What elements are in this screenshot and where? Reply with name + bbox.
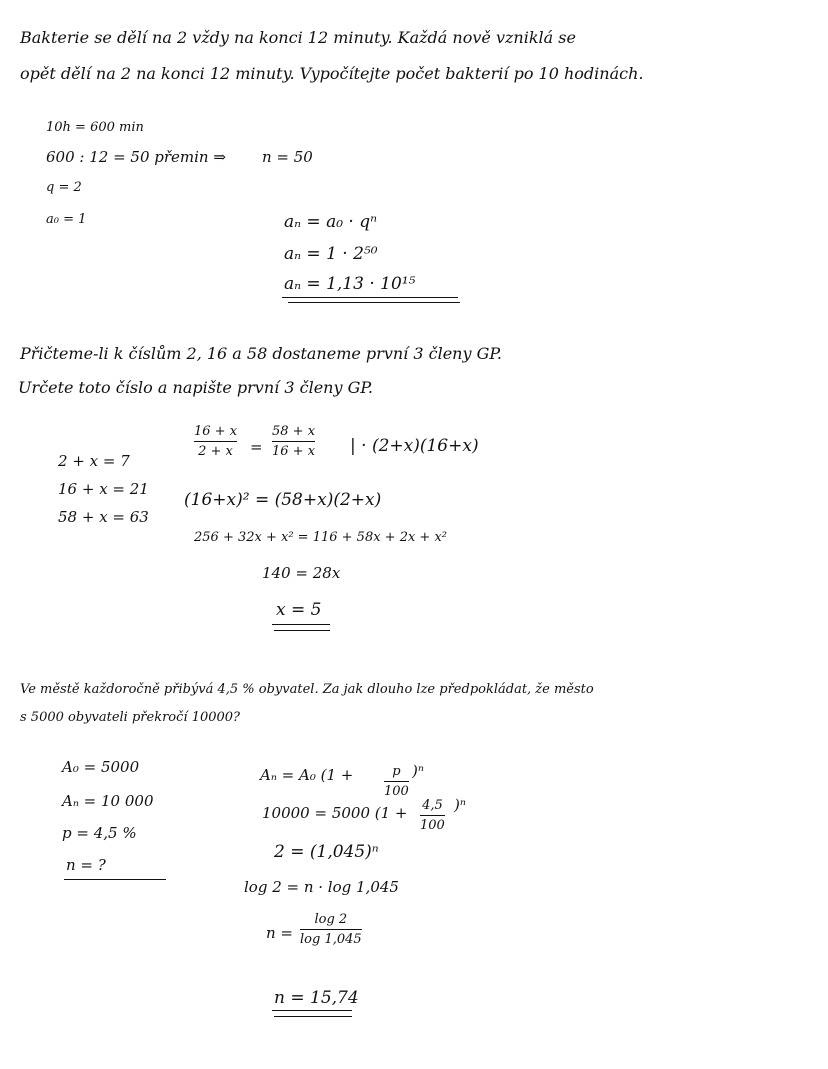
p3-formula5-fraction xyxy=(300,912,362,947)
p3-given-a0: A₀ = 5000 xyxy=(62,758,140,776)
p1-work-division: 600 : 12 = 50 přemin ⇒ xyxy=(46,148,226,166)
p3-result-underline-2 xyxy=(274,1016,352,1017)
p1-result-underline-2 xyxy=(288,302,460,303)
problem2-text-line2: Určete toto číslo a napište první 3 členy GP. xyxy=(18,378,373,397)
problem1-text-line2: opět dělí na 2 na konci 12 minuty. Vypočítejte počet bakterií po 10 hodinách. xyxy=(20,64,644,83)
p3-formula1-den: 100 xyxy=(384,784,409,799)
p1-formula-result: aₙ = 1,13 · 10¹⁵ xyxy=(284,274,416,294)
p2-fraction-left-num: 16 + x xyxy=(194,424,238,439)
p2-fraction-right xyxy=(272,424,315,459)
p3-formula5-left: n = xyxy=(266,924,293,942)
problem3-text-line1: Ve městě každoročně přibývá 4,5 % obyvatel. Za jak dlouho lze předpokládat, že město xyxy=(20,682,594,697)
p1-work-n: n = 50 xyxy=(262,148,313,166)
p2-fraction-left-den: 2 + x xyxy=(198,444,233,459)
p1-formula-general: aₙ = a₀ · qⁿ xyxy=(284,212,378,232)
p1-formula-substituted: aₙ = 1 · 2⁵⁰ xyxy=(284,244,378,264)
problem2-text-line1: Přičteme-li k číslům 2, 16 a 58 dostaneme první 3 členy GP. xyxy=(20,344,502,363)
p3-formula2-fraction xyxy=(420,798,445,833)
p3-formula2-den: 100 xyxy=(420,818,445,833)
p3-formula1-fraction xyxy=(384,764,409,799)
p3-formula4: log 2 = n · log 1,045 xyxy=(244,878,399,896)
p1-work-a0: a₀ = 1 xyxy=(46,212,87,227)
p2-result-underline-2 xyxy=(274,630,330,631)
p3-given-p: p = 4,5 % xyxy=(62,824,137,842)
problem1-text-line1: Bakterie se dělí na 2 vždy na konci 12 minuty. Každá nově vzniklá se xyxy=(20,28,576,47)
p3-result-underline-1 xyxy=(272,1010,352,1011)
p3-formula1-right: )ⁿ xyxy=(412,762,424,780)
problem3-text-line2: s 5000 obyvateli překročí 10000? xyxy=(20,710,241,725)
p3-result: n = 15,74 xyxy=(274,988,359,1008)
p3-given-n: n = ? xyxy=(66,856,106,874)
p1-work-hours: 10h = 600 min xyxy=(46,120,144,135)
p2-fraction-left xyxy=(194,424,237,459)
p3-formula2-right: )ⁿ xyxy=(454,796,466,814)
p1-work-q: q = 2 xyxy=(46,180,82,195)
p3-formula2-num: 4,5 xyxy=(422,798,443,813)
p2-fraction-right-num: 58 + x xyxy=(272,424,316,439)
p2-result-underline-1 xyxy=(272,624,330,625)
p3-formula2-left: 10000 = 5000 (1 + xyxy=(262,804,408,822)
p2-step-4-result: x = 5 xyxy=(276,600,322,620)
p3-formula5-num: log 2 xyxy=(314,912,348,927)
p2-step-2: 256 + 32x + x² = 116 + 58x + 2x + x² xyxy=(194,530,448,545)
p2-term-2: 16 + x = 21 xyxy=(58,480,149,498)
p2-multiplier: | · (2+x)(16+x) xyxy=(350,436,479,456)
p3-formula5-den: log 1,045 xyxy=(300,932,362,947)
p2-step-1: (16+x)² = (58+x)(2+x) xyxy=(184,490,382,510)
p2-term-3: 58 + x = 63 xyxy=(58,508,149,526)
p3-given-an: Aₙ = 10 000 xyxy=(62,792,154,810)
p2-fraction-right-den: 16 + x xyxy=(272,444,316,459)
p2-equals-sign: = xyxy=(250,438,263,456)
p3-formula1-left: Aₙ = A₀ (1 + xyxy=(260,766,354,784)
p1-result-underline-1 xyxy=(282,297,458,298)
p2-step-3: 140 = 28x xyxy=(262,564,341,582)
p2-term-1: 2 + x = 7 xyxy=(58,452,130,470)
p3-formula1-num: p xyxy=(392,764,401,779)
p3-formula3: 2 = (1,045)ⁿ xyxy=(274,842,379,862)
p3-given-underline xyxy=(64,879,166,880)
